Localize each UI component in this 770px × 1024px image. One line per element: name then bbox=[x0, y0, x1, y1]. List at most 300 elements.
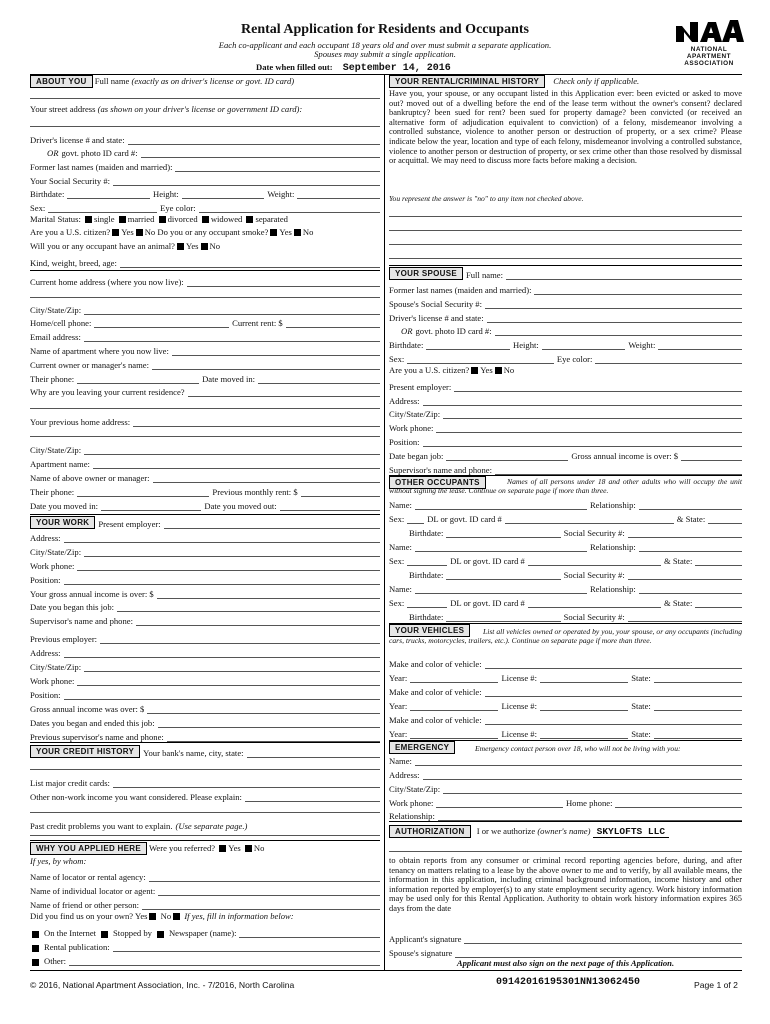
why-leaving-field-2[interactable] bbox=[30, 408, 380, 409]
applicant-sig-field[interactable] bbox=[464, 935, 742, 944]
bank-field-2[interactable] bbox=[30, 769, 380, 770]
publication-field[interactable] bbox=[113, 943, 380, 952]
prev-income-label: Gross annual income was over: $ bbox=[30, 704, 145, 714]
prev-owner-label: Name of above owner or manager: bbox=[30, 473, 150, 483]
spouse-city-field[interactable] bbox=[443, 410, 742, 419]
divorced-checkbox[interactable] bbox=[159, 216, 166, 223]
history-field-2[interactable] bbox=[389, 230, 742, 231]
veh3-year-field[interactable] bbox=[410, 730, 498, 739]
spouse-supervisor-field[interactable] bbox=[495, 466, 742, 475]
spouse-or-label: OR bbox=[401, 326, 413, 336]
spouse-income-label: Gross annual income is over: $ bbox=[571, 451, 679, 461]
sex-field[interactable] bbox=[48, 204, 157, 213]
veh3-license-field[interactable] bbox=[540, 730, 628, 739]
dates-label: Dates you began and ended this job: bbox=[30, 718, 155, 728]
prev-income-field[interactable] bbox=[147, 705, 380, 714]
occ3-dl-label: DL or govt. ID card # bbox=[450, 598, 525, 608]
citizen-yes-label: Yes bbox=[121, 227, 134, 237]
emergency-header: EMERGENCY bbox=[389, 741, 455, 754]
spouse-citizen-no-label: No bbox=[503, 365, 515, 375]
credit-header: YOUR CREDIT HISTORY bbox=[30, 745, 140, 758]
occ2-sex-field[interactable] bbox=[407, 557, 447, 566]
moved-in-label: Date moved in: bbox=[202, 374, 256, 384]
internet-checkbox[interactable] bbox=[32, 931, 39, 938]
occ1-ssn-field[interactable] bbox=[628, 529, 742, 538]
left-column bbox=[30, 74, 380, 974]
occ1-birth-field[interactable] bbox=[446, 529, 560, 538]
weight-label: Weight: bbox=[267, 189, 295, 199]
page-number: Page 1 of 2 bbox=[694, 980, 738, 990]
position-label: Position: bbox=[30, 575, 61, 585]
stopped-checkbox[interactable] bbox=[101, 931, 108, 938]
veh2-make-label: Make and color of vehicle: bbox=[389, 687, 482, 697]
current-address-field-2[interactable] bbox=[30, 297, 380, 298]
spouse-eye-field[interactable] bbox=[595, 355, 742, 364]
occ3-ssn-label: Social Security #: bbox=[563, 612, 625, 622]
internet-label: On the Internet bbox=[44, 928, 97, 938]
spouse-began-label: Date began job: bbox=[389, 451, 444, 461]
separated-label: separated bbox=[255, 214, 288, 224]
apt-name-field[interactable] bbox=[93, 460, 380, 469]
own-label: Did you find us on your own? bbox=[30, 911, 134, 921]
emergency-name-field[interactable] bbox=[415, 757, 742, 766]
occ3-rel-label: Relationship: bbox=[589, 584, 636, 594]
prev-employer-field[interactable] bbox=[100, 635, 380, 644]
photo-id-label: govt. photo ID card #: bbox=[61, 148, 138, 158]
apt-name-label: Apartment name: bbox=[30, 459, 90, 469]
history-note: You represent the answer is "no" to any item not checked above. bbox=[389, 194, 584, 203]
veh1-license-label: License #: bbox=[501, 673, 537, 683]
veh1-state-label: State: bbox=[631, 673, 651, 683]
emergency-work-label: Work phone: bbox=[389, 798, 434, 808]
other-field[interactable] bbox=[69, 957, 380, 966]
veh3-year-label: Year: bbox=[389, 729, 408, 739]
spouse-employer-field[interactable] bbox=[454, 383, 742, 392]
spouse-height-label: Height: bbox=[512, 340, 539, 350]
prev-work-phone-field[interactable] bbox=[77, 677, 380, 686]
owner-field[interactable] bbox=[152, 361, 380, 370]
emergency-rel-label: Relationship: bbox=[389, 811, 435, 821]
veh2-state-field[interactable] bbox=[654, 702, 742, 711]
spouse-phone-field[interactable] bbox=[436, 424, 742, 433]
current-address-label: Current home address (where you now live): bbox=[30, 277, 184, 287]
prev-address-label: Your previous home address: bbox=[30, 417, 131, 427]
spouse-dl-field[interactable] bbox=[487, 314, 742, 323]
occ1-name-field[interactable] bbox=[415, 501, 587, 510]
publication-label: Rental publication: bbox=[44, 942, 110, 952]
spouse-eye-label: Eye color: bbox=[556, 354, 593, 364]
spouse-position-field[interactable] bbox=[423, 438, 742, 447]
home-phone-label: Home/cell phone: bbox=[30, 318, 92, 328]
occ1-rel-field[interactable] bbox=[639, 501, 742, 510]
smoke-no-label: No bbox=[302, 227, 314, 237]
history-field-1[interactable] bbox=[389, 216, 742, 217]
emergency-address-field[interactable] bbox=[423, 771, 742, 780]
height-field[interactable] bbox=[182, 190, 265, 199]
other-income-field-2[interactable] bbox=[30, 812, 380, 813]
dl-field[interactable] bbox=[128, 136, 380, 145]
occupants-header: OTHER OCCUPANTS bbox=[389, 476, 486, 489]
occ1-state-label: & State: bbox=[676, 514, 706, 524]
email-label: Email address: bbox=[30, 332, 81, 342]
spouse-employer-label: Present employer: bbox=[389, 382, 452, 392]
other-checkbox[interactable] bbox=[32, 959, 39, 966]
photo-id-field[interactable] bbox=[141, 149, 380, 158]
street-field[interactable] bbox=[30, 126, 380, 127]
date-label: Date when filled out: bbox=[256, 62, 333, 72]
spouse-former-field[interactable] bbox=[534, 286, 742, 295]
referred-no-label: No bbox=[253, 843, 265, 853]
prev-supervisor-label: Previous supervisor's name and phone: bbox=[30, 732, 164, 742]
spouse-address-label: Address: bbox=[389, 396, 420, 406]
kind-field[interactable] bbox=[120, 259, 380, 268]
individual-field[interactable] bbox=[158, 887, 380, 896]
occ2-sex-label: Sex: bbox=[389, 556, 405, 566]
former-names-field[interactable] bbox=[175, 163, 380, 172]
prev-work-address-field[interactable] bbox=[64, 649, 380, 658]
emergency-city-label: City/State/Zip: bbox=[389, 784, 441, 794]
spouse-position-label: Position: bbox=[389, 437, 420, 447]
emergency-work-field[interactable] bbox=[436, 799, 563, 808]
spouse-income-field[interactable] bbox=[681, 452, 742, 461]
income-field[interactable] bbox=[157, 590, 380, 599]
prev-owner-field[interactable] bbox=[153, 474, 380, 483]
owner-note: (owner's name) bbox=[537, 826, 591, 836]
veh1-year-field[interactable] bbox=[410, 674, 498, 683]
occ1-rel-label: Relationship: bbox=[589, 500, 636, 510]
eye-field[interactable] bbox=[199, 204, 380, 213]
naa-logo bbox=[672, 18, 746, 68]
veh1-year-label: Year: bbox=[389, 673, 408, 683]
why-leaving-field[interactable] bbox=[188, 388, 380, 397]
history-field-4[interactable] bbox=[389, 258, 742, 259]
began-field[interactable] bbox=[117, 603, 380, 612]
applicant-sig-label: Applicant's signature bbox=[389, 934, 462, 944]
smoke-yes-label: Yes bbox=[279, 227, 292, 237]
occ2-state-label: & State: bbox=[663, 556, 693, 566]
prev-rent-field[interactable] bbox=[301, 488, 380, 497]
veh2-year-label: Year: bbox=[389, 701, 408, 711]
past-credit-field[interactable] bbox=[30, 835, 380, 836]
spouse-began-field[interactable] bbox=[446, 452, 568, 461]
animal-label: Will you or any occupant have an animal? bbox=[30, 241, 175, 251]
apt-field[interactable] bbox=[172, 347, 380, 356]
occ2-rel-field[interactable] bbox=[639, 543, 742, 552]
emergency-home-field[interactable] bbox=[615, 799, 742, 808]
married-checkbox[interactable] bbox=[119, 216, 126, 223]
prev-employer-label: Previous employer: bbox=[30, 634, 98, 644]
form-subtitle: Each co-applicant and each occupant 18 years old and over must submit a separate application. bbox=[218, 40, 552, 50]
birthdate-label: Birthdate: bbox=[30, 189, 65, 199]
spouse-name-label: Full name: bbox=[465, 270, 503, 280]
veh2-state-label: State: bbox=[631, 701, 651, 711]
single-checkbox[interactable] bbox=[85, 216, 92, 223]
occ3-sex-field[interactable] bbox=[407, 599, 447, 608]
spouse-citizen-no-checkbox[interactable] bbox=[495, 367, 502, 374]
referred-yes-checkbox[interactable] bbox=[219, 845, 226, 852]
vehicles-header: YOUR VEHICLES bbox=[389, 624, 470, 637]
separated-checkbox[interactable] bbox=[246, 216, 253, 223]
animal-yes-label: Yes bbox=[185, 241, 199, 251]
income-label: Your gross annual income is over: $ bbox=[30, 589, 154, 599]
occ2-name-field[interactable] bbox=[415, 543, 587, 552]
newspaper-checkbox[interactable] bbox=[157, 931, 164, 938]
work-city-field[interactable] bbox=[84, 548, 380, 557]
occ2-state-field[interactable] bbox=[695, 557, 742, 566]
moved-in-field[interactable] bbox=[258, 375, 380, 384]
their-phone-label: Their phone: bbox=[30, 374, 75, 384]
prev-out-label: Date you moved out: bbox=[204, 501, 277, 511]
widowed-checkbox[interactable] bbox=[202, 216, 209, 223]
work-address-field[interactable] bbox=[64, 534, 380, 543]
referred-yes-label: Yes bbox=[228, 843, 241, 853]
prev-work-address-label: Address: bbox=[30, 648, 61, 658]
occ2-rel-label: Relationship: bbox=[589, 542, 636, 552]
emergency-address-label: Address: bbox=[389, 770, 420, 780]
animal-yes-checkbox[interactable] bbox=[177, 243, 184, 250]
spouse-city-label: City/State/Zip: bbox=[389, 409, 441, 419]
or-label: OR bbox=[47, 148, 59, 158]
rent-field[interactable] bbox=[286, 319, 380, 328]
veh2-year-field[interactable] bbox=[410, 702, 498, 711]
spouse-weight-field[interactable] bbox=[658, 341, 742, 350]
smoke-no-checkbox[interactable] bbox=[294, 229, 301, 236]
authorize-label: I or we authorize bbox=[476, 826, 536, 836]
kind-label: Kind, weight, breed, age: bbox=[30, 258, 117, 268]
owner-label: Current owner or manager's name: bbox=[30, 360, 149, 370]
prev-rent-label: Previous monthly rent: $ bbox=[212, 487, 298, 497]
must-sign-note: Applicant must also sign on the next page of this Application. bbox=[456, 958, 675, 968]
spouse-citizen-yes-checkbox[interactable] bbox=[471, 367, 478, 374]
employer-field[interactable] bbox=[164, 520, 380, 529]
stopped-label: Stopped by bbox=[113, 928, 152, 938]
occ2-name-label: Name: bbox=[389, 542, 412, 552]
spouse-address-field[interactable] bbox=[423, 397, 742, 406]
occ3-name-field[interactable] bbox=[415, 585, 587, 594]
occ1-dl-field[interactable] bbox=[505, 515, 674, 524]
about-you-header: ABOUT YOU bbox=[30, 75, 93, 88]
supervisor-label: Supervisor's name and phone: bbox=[30, 616, 133, 626]
spouse-weight-label: Weight: bbox=[628, 340, 656, 350]
veh2-license-field[interactable] bbox=[540, 702, 628, 711]
marital-label: Marital Status: bbox=[30, 214, 81, 224]
current-address-field[interactable] bbox=[187, 278, 380, 287]
newspaper-field[interactable] bbox=[239, 929, 380, 938]
veh3-make-field[interactable] bbox=[485, 716, 742, 725]
occ1-sex-field[interactable] bbox=[407, 515, 424, 524]
owner-name-field[interactable]: SKYLOFTS LLC bbox=[593, 826, 669, 838]
spouse-height-field[interactable] bbox=[542, 341, 626, 350]
prev-out-field[interactable] bbox=[280, 502, 380, 511]
friend-field[interactable] bbox=[142, 901, 380, 910]
their-phone-field[interactable] bbox=[77, 375, 199, 384]
full-name-field[interactable] bbox=[30, 98, 380, 99]
spouse-header: YOUR SPOUSE bbox=[389, 267, 463, 280]
occ3-state-label: & State: bbox=[663, 598, 693, 608]
former-names-label: Former last names (maiden and married): bbox=[30, 162, 173, 172]
locator-label: Name of locator or rental agency: bbox=[30, 872, 146, 882]
if-yes-label: If yes, by whom: bbox=[30, 856, 87, 866]
employer-label: Present employer: bbox=[98, 519, 161, 529]
occ3-ssn-field[interactable] bbox=[628, 613, 742, 622]
city-field[interactable] bbox=[84, 306, 380, 315]
right-column bbox=[389, 74, 742, 974]
occ2-dl-label: DL or govt. ID card # bbox=[450, 556, 525, 566]
weight-field[interactable] bbox=[297, 190, 380, 199]
prev-address-field[interactable] bbox=[133, 418, 380, 427]
owner-name-field-2[interactable] bbox=[389, 851, 742, 852]
occ2-birth-field[interactable] bbox=[446, 571, 560, 580]
ssn-field[interactable] bbox=[113, 177, 380, 186]
veh1-make-label: Make and color of vehicle: bbox=[389, 659, 482, 669]
prev-in-field[interactable] bbox=[101, 502, 201, 511]
spouse-ssn-field[interactable] bbox=[485, 300, 742, 309]
column-divider bbox=[384, 74, 385, 970]
spouse-ssn-label: Spouse's Social Security #: bbox=[389, 299, 482, 309]
ssn-label: Your Social Security #: bbox=[30, 176, 111, 186]
occ3-dl-field[interactable] bbox=[528, 599, 661, 608]
bank-label: Your bank's name, city, state: bbox=[143, 748, 244, 758]
occ3-rel-field[interactable] bbox=[639, 585, 742, 594]
spouse-photo-field[interactable] bbox=[495, 327, 742, 336]
prev-work-city-label: City/State/Zip: bbox=[30, 662, 82, 672]
spouse-birthdate-field[interactable] bbox=[426, 341, 510, 350]
emergency-name-label: Name: bbox=[389, 756, 412, 766]
occ3-sex-label: Sex: bbox=[389, 598, 405, 608]
widowed-label: widowed bbox=[210, 214, 243, 224]
emergency-rel-field[interactable] bbox=[438, 812, 742, 821]
history-field-3[interactable] bbox=[389, 244, 742, 245]
spouse-name-field[interactable] bbox=[506, 271, 742, 280]
prev-position-label: Position: bbox=[30, 690, 61, 700]
citizen-no-checkbox[interactable] bbox=[136, 229, 143, 236]
birthdate-field[interactable] bbox=[67, 190, 150, 199]
own-no-label: No bbox=[160, 911, 172, 921]
supervisor-field[interactable] bbox=[136, 617, 380, 626]
work-phone-field[interactable] bbox=[77, 562, 380, 571]
prev-work-city-field[interactable] bbox=[84, 663, 380, 672]
locator-field[interactable] bbox=[149, 873, 380, 882]
veh1-make-field[interactable] bbox=[485, 660, 742, 669]
publication-checkbox[interactable] bbox=[32, 945, 39, 952]
single-label: single bbox=[94, 214, 115, 224]
prev-phone-label: Their phone: bbox=[30, 487, 75, 497]
copyright: © 2016, National Apartment Association, Inc. - 7/2016, North Carolina bbox=[30, 980, 295, 990]
spouse-birthdate-label: Birthdate: bbox=[389, 340, 424, 350]
own-yes-label: Yes bbox=[134, 911, 148, 921]
occ3-birth-label: Birthdate: bbox=[409, 612, 444, 622]
spouse-phone-label: Work phone: bbox=[389, 423, 434, 433]
own-no-checkbox[interactable] bbox=[173, 913, 180, 920]
email-field[interactable] bbox=[84, 333, 380, 342]
history-text: Have you, your spouse, or any occupant listed in this Application ever: been evicted or asked to move out? moved out of a dwelling before the end of the lease term without the owner's consent? declared bankruptcy? been sued for rent? been sued for property damage? been convicted (or received an alternative form of adjudication equivalent to conviction) of a felony, misdemeanor involving a controlled substance, violence to another person or destruction of property, or a sex crime? Please indicate below the year, location and type of each felony, misdemeanor involving a controlled substance, violence to another person or destruction of property, or sex crime other than those resolved by dismissal or acquittal. We may need to discuss more facts before making a decision. bbox=[389, 89, 742, 166]
prev-city-label: City/State/Zip: bbox=[30, 445, 82, 455]
spouse-citizen-yes-label: Yes bbox=[480, 365, 493, 375]
veh1-license-field[interactable] bbox=[540, 674, 628, 683]
work-phone-label: Work phone: bbox=[30, 561, 75, 571]
bottom-rule bbox=[30, 970, 742, 971]
citizen-no-label: No bbox=[144, 227, 156, 237]
occ2-dl-field[interactable] bbox=[528, 557, 661, 566]
prev-position-field[interactable] bbox=[64, 691, 380, 700]
form-subtitle-2: Spouses may submit a single application. bbox=[314, 49, 456, 59]
referred-no-checkbox[interactable] bbox=[245, 845, 252, 852]
prev-city-field[interactable] bbox=[84, 446, 380, 455]
position-field[interactable] bbox=[64, 576, 380, 585]
smoke-yes-checkbox[interactable] bbox=[270, 229, 277, 236]
major-cards-label: List major credit cards: bbox=[30, 778, 110, 788]
past-credit-label: Past credit problems you want to explain. bbox=[30, 821, 173, 831]
prev-supervisor-field[interactable] bbox=[167, 733, 380, 742]
full-name-note: (exactly as on driver's license or govt. ID card) bbox=[131, 76, 295, 86]
applied-header: WHY YOU APPLIED HERE bbox=[30, 842, 147, 855]
spouse-photo-label: govt. photo ID card #: bbox=[415, 326, 492, 336]
spouse-dl-label: Driver's license # and state: bbox=[389, 313, 484, 323]
rent-label: Current rent: $ bbox=[232, 318, 283, 328]
divorced-label: divorced bbox=[167, 214, 198, 224]
occ1-dl-label: DL or govt. ID card # bbox=[427, 514, 502, 524]
citizen-label: Are you a U.S. citizen? bbox=[30, 227, 111, 237]
dl-label: Driver's license # and state: bbox=[30, 135, 125, 145]
spouse-sig-field[interactable] bbox=[455, 949, 742, 958]
work-address-label: Address: bbox=[30, 533, 61, 543]
date-filled-field[interactable]: September 14, 2016 bbox=[335, 63, 505, 75]
newspaper-label: Newspaper (name): bbox=[168, 928, 237, 938]
vehicles-note: List all vehicles owned or operated by you, your spouse, or any occupants (including cars, trucks, motorcycles, trailers, etc.). Continue on separate page if more than three. bbox=[389, 627, 742, 645]
logo-line-3: ASSOCIATION bbox=[684, 60, 734, 67]
logo-line-1: NATIONAL bbox=[690, 46, 728, 53]
work-city-label: City/State/Zip: bbox=[30, 547, 82, 557]
spouse-former-label: Former last names (maiden and married): bbox=[389, 285, 532, 295]
animal-no-checkbox[interactable] bbox=[201, 243, 208, 250]
occ1-ssn-label: Social Security #: bbox=[563, 528, 625, 538]
prev-phone-field[interactable] bbox=[77, 488, 209, 497]
occ3-state-field[interactable] bbox=[695, 599, 742, 608]
occ2-ssn-label: Social Security #: bbox=[563, 570, 625, 580]
own-yes-checkbox[interactable] bbox=[149, 913, 156, 920]
referred-label: Were you referred? bbox=[148, 843, 216, 853]
veh3-state-field[interactable] bbox=[654, 730, 742, 739]
work-header: YOUR WORK bbox=[30, 516, 95, 529]
veh1-state-field[interactable] bbox=[654, 674, 742, 683]
veh2-make-field[interactable] bbox=[485, 688, 742, 697]
spouse-sex-field[interactable] bbox=[407, 355, 554, 364]
emergency-home-label: Home phone: bbox=[565, 798, 613, 808]
why-leaving-label: Why are you leaving your current residence? bbox=[30, 387, 185, 397]
began-label: Date you began this job: bbox=[30, 602, 115, 612]
dates-field[interactable] bbox=[158, 719, 380, 728]
history-header: YOUR RENTAL/CRIMINAL HISTORY bbox=[389, 75, 545, 88]
bank-field[interactable] bbox=[247, 749, 380, 758]
citizen-yes-checkbox[interactable] bbox=[112, 229, 119, 236]
smoke-label: Do you or any occupant smoke? bbox=[157, 227, 269, 237]
home-phone-field[interactable] bbox=[94, 319, 229, 328]
sex-label: Sex: bbox=[30, 203, 46, 213]
occ1-state-field[interactable] bbox=[708, 515, 742, 524]
occ2-ssn-field[interactable] bbox=[628, 571, 742, 580]
spouse-supervisor-label: Supervisor's name and phone: bbox=[389, 465, 492, 475]
occ3-name-label: Name: bbox=[389, 584, 412, 594]
form-title: Rental Application for Residents and Occupants bbox=[241, 22, 529, 37]
other-income-field[interactable] bbox=[245, 793, 380, 802]
prev-in-label: Date you moved in: bbox=[30, 501, 99, 511]
prev-address-field-2[interactable] bbox=[30, 436, 380, 437]
spouse-citizen-label: Are you a U.S. citizen? bbox=[389, 365, 470, 375]
occ3-birth-field[interactable] bbox=[446, 613, 560, 622]
major-cards-field[interactable] bbox=[113, 779, 380, 788]
spouse-sig-label: Spouse's signature bbox=[389, 948, 453, 958]
emergency-city-field[interactable] bbox=[443, 785, 742, 794]
